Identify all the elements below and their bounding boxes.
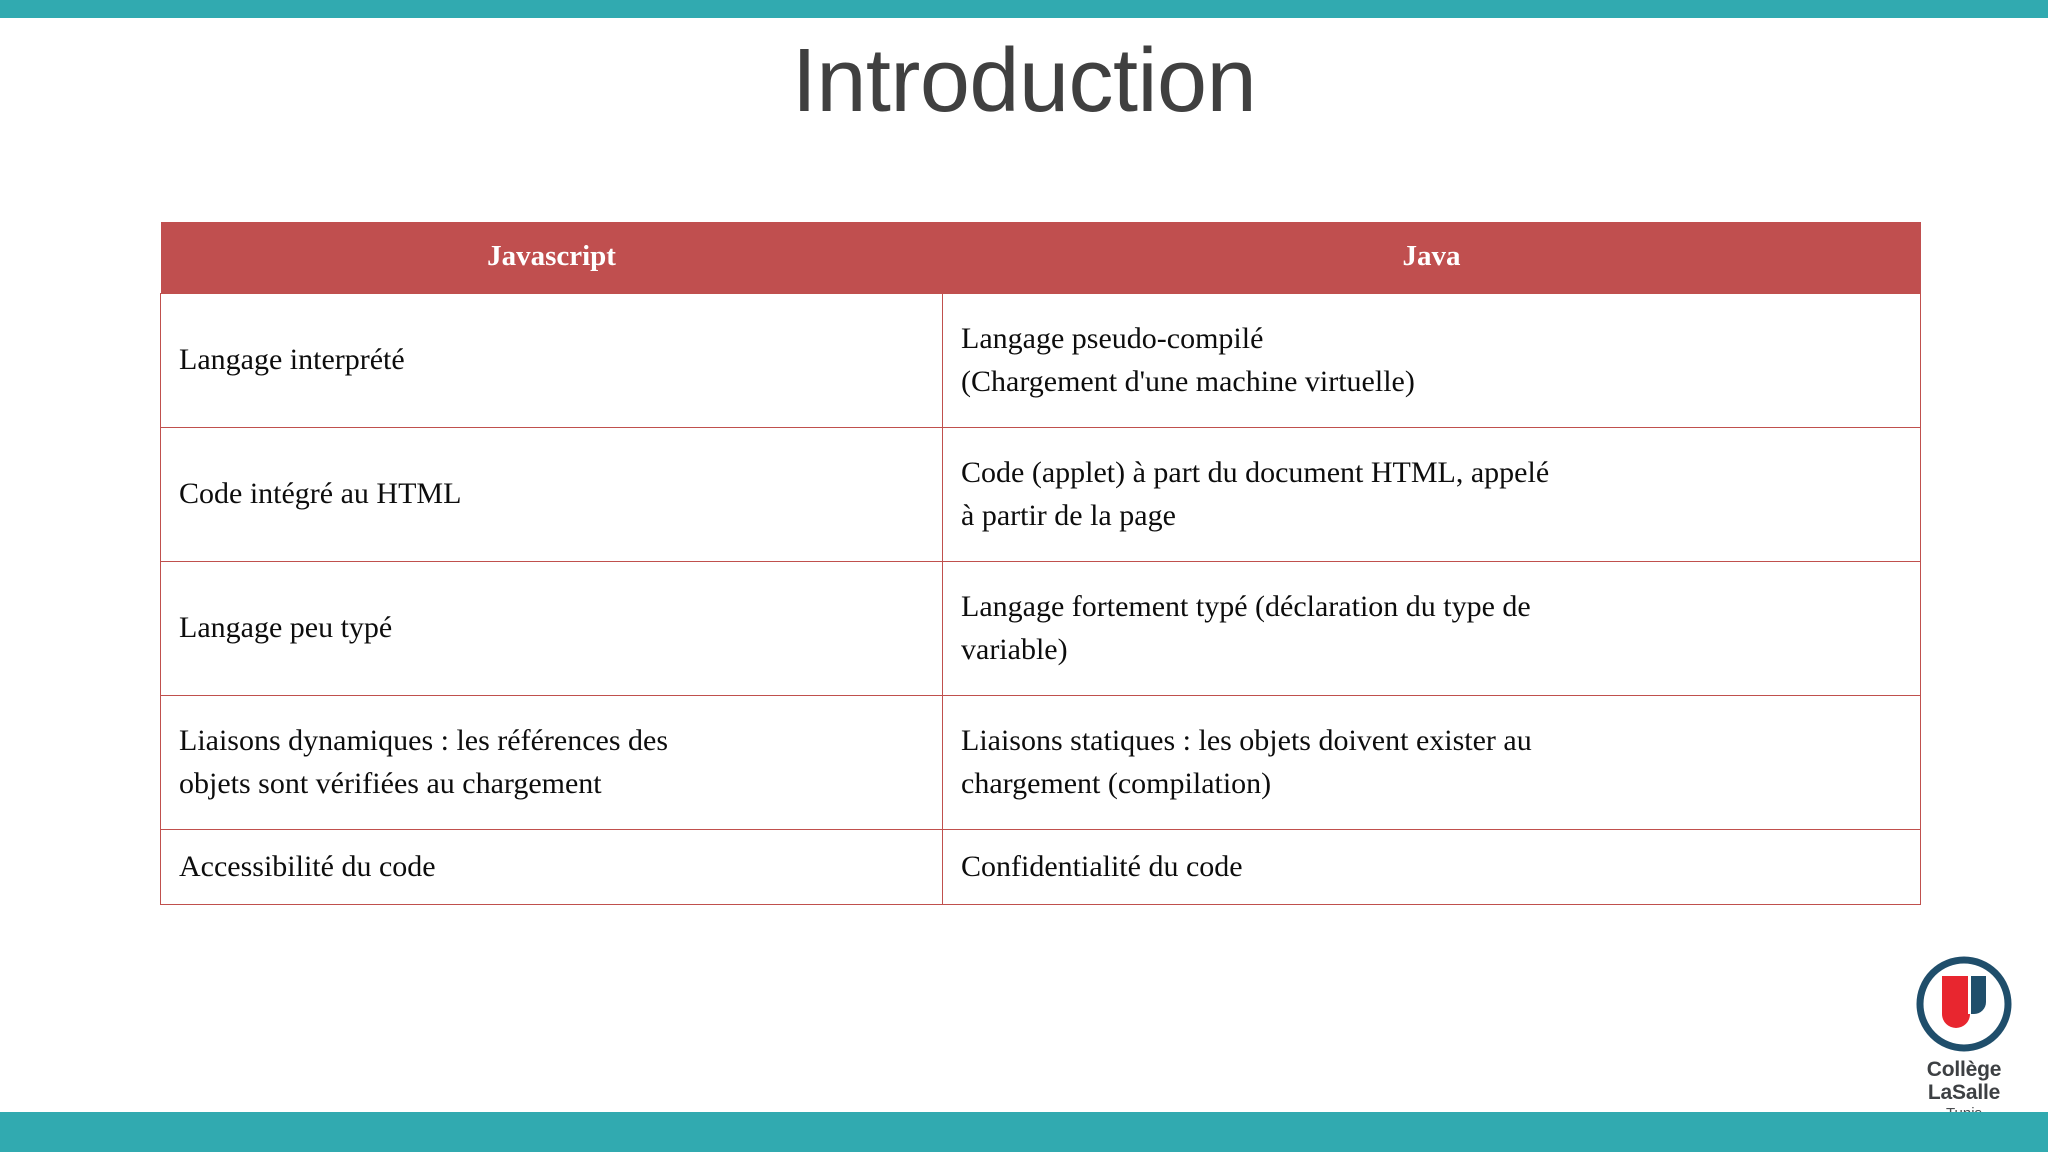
cell-javascript (161, 562, 943, 696)
logo-name: Collège LaSalle (1926, 1058, 2002, 1105)
cell-java (943, 830, 1921, 905)
table-header-row (161, 222, 1921, 294)
cell-line: objets sont vérifiées au chargement (179, 766, 602, 800)
cell-line: variable) (961, 632, 1068, 666)
table-row (161, 428, 1921, 562)
table-header (161, 222, 1921, 294)
cell-line: Langage interprété (179, 343, 405, 377)
cell-javascript (161, 428, 943, 562)
bottom-accent-bar (0, 1112, 2048, 1152)
table-row (161, 562, 1921, 696)
cell-line: (Chargement d'une machine virtuelle) (961, 364, 1415, 398)
cell-line: Accessibilité du code (179, 849, 436, 883)
cell-line: Confidentialité du code (961, 849, 1243, 883)
cell-line: Code (applet) à part du document HTML, appelé (961, 455, 1550, 489)
cell-line: à partir de la page (961, 498, 1176, 532)
column-header-javascript: Javascript (161, 222, 943, 294)
column-header-java: Java (943, 222, 1921, 294)
cell-javascript (161, 294, 943, 428)
cell-javascript (161, 830, 943, 905)
cell-java (943, 428, 1921, 562)
cell-line: Langage pseudo-compilé (961, 321, 1264, 355)
comparison-table (160, 222, 1921, 905)
cell-java (943, 562, 1921, 696)
cell-line: Langage fortement typé (déclaration du type de (961, 589, 1531, 623)
cell-javascript (161, 696, 943, 830)
college-lasalle-logo (1894, 952, 2034, 1123)
cell-line: Langage peu typé (179, 611, 393, 645)
table-body (161, 294, 1921, 905)
cell-line: Code intégré au HTML (179, 477, 462, 511)
cell-line: Liaisons statiques : les objets doivent exister au (961, 723, 1532, 757)
table-row (161, 696, 1921, 830)
comparison-table-container (160, 222, 1920, 905)
cell-line: chargement (compilation) (961, 766, 1272, 800)
cell-java (943, 696, 1921, 830)
lasalle-emblem-icon (1912, 952, 2016, 1056)
top-accent-bar (0, 0, 2048, 18)
page-title: Introduction (791, 31, 1257, 131)
cell-java (943, 294, 1921, 428)
table-row (161, 830, 1921, 905)
cell-line: Liaisons dynamiques : les références des (179, 723, 669, 757)
table-row (161, 294, 1921, 428)
